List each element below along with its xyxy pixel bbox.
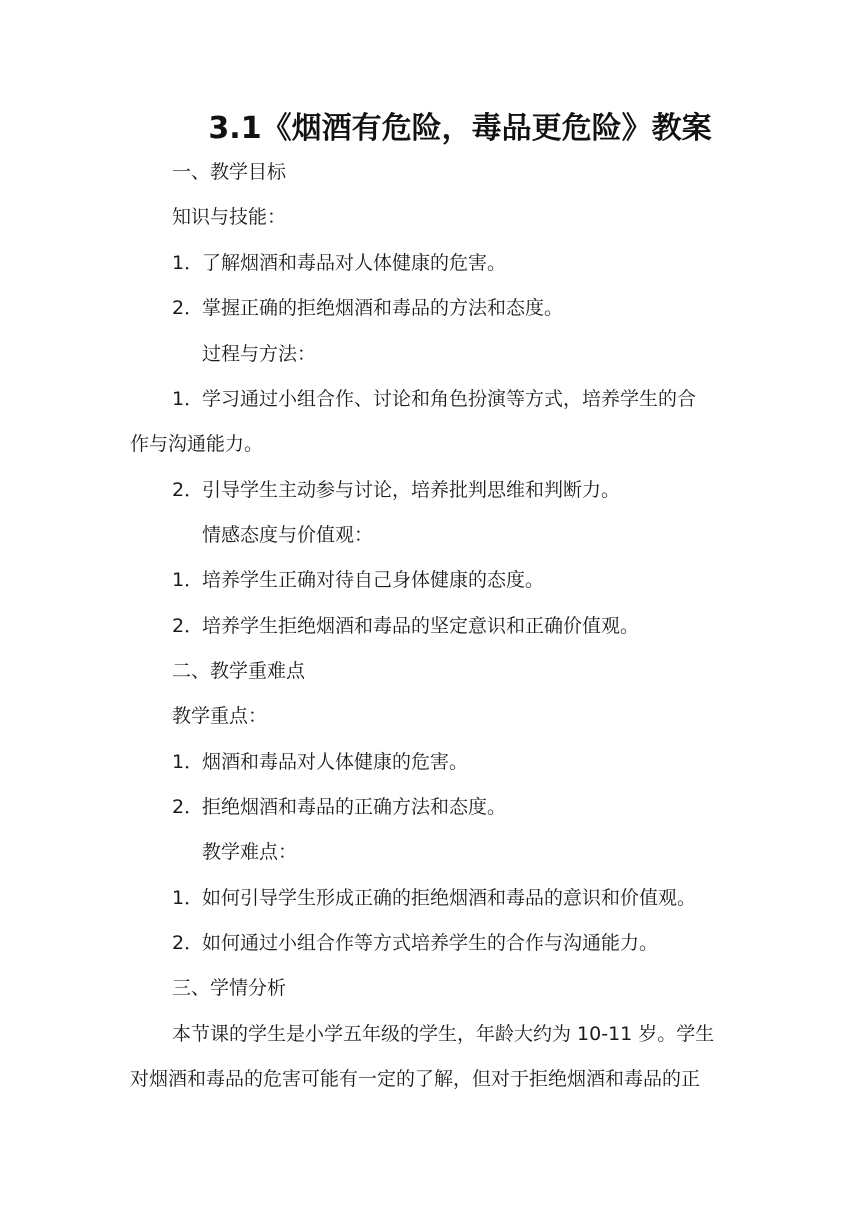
list-text: 烟酒和毒品对人体健康的危害。 xyxy=(202,751,469,773)
list-number: 2． xyxy=(172,297,204,319)
list-text: 如何通过小组合作等方式培养学生的合作与沟通能力。 xyxy=(202,932,659,954)
list-item xyxy=(172,793,506,821)
list-text: 拒绝烟酒和毒品的正确方法和态度。 xyxy=(202,796,507,818)
list-item xyxy=(172,566,544,594)
subheading-emotion: 情感态度与价值观： xyxy=(202,524,374,546)
list-number: 1． xyxy=(172,751,204,773)
list-number: 2． xyxy=(172,615,204,637)
list-item xyxy=(172,294,563,322)
list-item xyxy=(172,748,468,776)
list-text: 培养学生正确对待自己身体健康的态度。 xyxy=(202,569,545,591)
list-number: 2． xyxy=(172,932,204,954)
list-text: 了解烟酒和毒品对人体健康的危害。 xyxy=(202,252,507,274)
paragraph-line: 本节课的学生是小学五年级的学生，年龄大约为 10-11 岁。学生 xyxy=(172,1023,715,1045)
subheading-process: 过程与方法： xyxy=(202,343,317,365)
list-number: 2． xyxy=(172,796,204,818)
list-number: 2． xyxy=(172,479,204,501)
paragraph-line: 对烟酒和毒品的危害可能有一定的了解，但对于拒绝烟酒和毒品的正 xyxy=(130,1068,701,1090)
subheading-knowledge: 知识与技能： xyxy=(172,206,287,228)
section-heading-key-difficult: 二、教学重难点 xyxy=(172,660,306,682)
section-heading-objectives: 一、教学目标 xyxy=(172,161,287,183)
list-text: 学习通过小组合作、讨论和角色扮演等方式，培养学生的合 xyxy=(202,388,697,410)
list-text: 掌握正确的拒绝烟酒和毒品的方法和态度。 xyxy=(202,297,564,319)
list-number: 1． xyxy=(172,887,204,909)
list-item xyxy=(172,884,696,912)
list-number: 1． xyxy=(172,569,204,591)
list-text: 培养学生拒绝烟酒和毒品的坚定意识和正确价值观。 xyxy=(202,615,640,637)
list-number: 1． xyxy=(172,252,204,274)
list-item xyxy=(172,385,696,413)
document-title: 3.1《烟酒有危险，毒品更危险》教案 xyxy=(208,111,712,146)
list-item xyxy=(172,612,639,640)
list-text: 如何引导学生形成正确的拒绝烟酒和毒品的意识和价值观。 xyxy=(202,887,697,909)
section-heading-analysis: 三、学情分析 xyxy=(172,977,287,999)
list-item xyxy=(172,476,620,504)
subheading-difficult-points: 教学难点： xyxy=(202,841,298,863)
subheading-key-points: 教学重点： xyxy=(172,705,268,727)
list-item xyxy=(172,929,658,957)
list-text: 引导学生主动参与讨论，培养批判思维和判断力。 xyxy=(202,479,621,501)
list-item xyxy=(172,249,506,277)
list-item-continuation: 作与沟通能力。 xyxy=(130,433,264,455)
list-number: 1． xyxy=(172,388,204,410)
